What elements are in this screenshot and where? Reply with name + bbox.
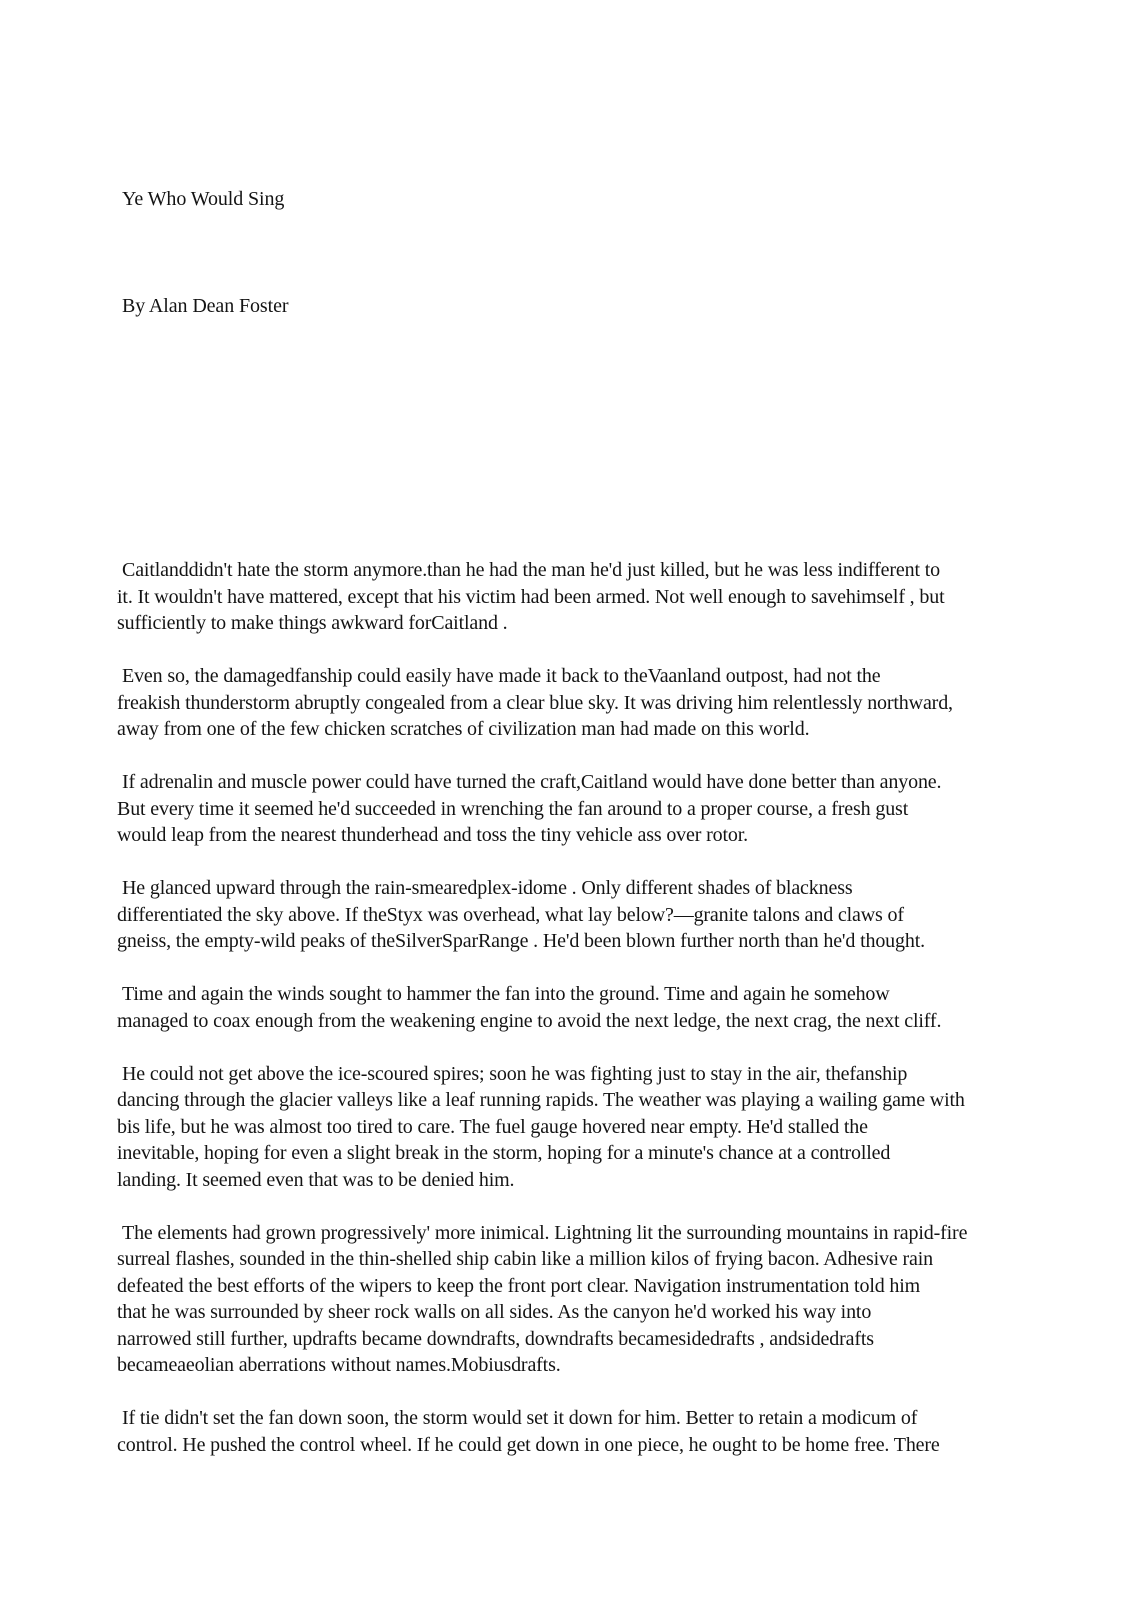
text-line: If adrenalin and muscle power could have turned the craft,Caitland would have done better than anyone. bbox=[122, 771, 942, 793]
paragraph-8 bbox=[117, 1405, 1117, 1458]
text-line: He could not get above the ice-scoured spires; soon he was fighting just to stay in the air, thefanship bbox=[122, 1062, 908, 1085]
paragraph-3 bbox=[117, 769, 1117, 849]
text-line: narrowed still further, updrafts became downdrafts, downdrafts becamesidedrafts , andsidedrafts bbox=[117, 1327, 874, 1350]
text-line: bis life, but he was almost too tired to care. The fuel gauge hovered near empty. He'd stalled the bbox=[117, 1115, 868, 1138]
paragraph-7 bbox=[117, 1220, 1117, 1379]
text-line: But every time it seemed he'd succeeded in wrenching the fan around to a proper course, a fresh gust bbox=[117, 797, 909, 820]
text-line: it. It wouldn't have mattered, except that his victim had been armed. Not well enough to savehimself , but bbox=[117, 585, 945, 608]
text-line: He glanced upward through the rain-smearedplex-idome . Only different shades of blackness bbox=[122, 877, 853, 899]
text-line: The elements had grown progressively' more inimical. Lightning lit the surrounding mountains in rapid-fire bbox=[122, 1221, 968, 1244]
text-line: control. He pushed the control wheel. If he could get down in one piece, he ought to be home free. There bbox=[117, 1433, 940, 1456]
text-line: differentiated the sky above. If theStyx was overhead, what lay below?—granite talons and claws of bbox=[117, 903, 904, 926]
text-line: dancing through the glacier valleys like a leaf running rapids. The weather was playing a wailing game with bbox=[117, 1089, 965, 1111]
text-line: sufficiently to make things awkward forCaitland . bbox=[117, 612, 508, 634]
text-line: becameaeolian aberrations without names.Mobiusdrafts. bbox=[117, 1354, 561, 1376]
text-line: managed to coax enough from the weakening engine to avoid the next ledge, the next crag, the next cliff. bbox=[117, 1009, 942, 1032]
paragraph-6 bbox=[117, 1061, 1117, 1194]
paragraph-1 bbox=[117, 557, 1117, 637]
text-line: Caitlanddidn't hate the storm anymore.than he had the man he'd just killed, but he was less indifferent to bbox=[122, 559, 940, 581]
text-line: away from one of the few chicken scratches of civilization man had made on this world. bbox=[117, 718, 810, 740]
body-text bbox=[117, 557, 1117, 1485]
text-line: defeated the best efforts of the wipers to keep the front port clear. Navigation instrumentation told him bbox=[117, 1274, 921, 1297]
text-line: that he was surrounded by sheer rock walls on all sides. As the canyon he'd worked his way into bbox=[117, 1301, 872, 1323]
text-line: Even so, the damagedfanship could easily have made it back to theVaanland outpost, had not the bbox=[122, 665, 881, 687]
paragraph-5 bbox=[117, 981, 1117, 1034]
text-line: surreal flashes, sounded in the thin-shelled ship cabin like a million kilos of frying bacon. Adhesive rain bbox=[117, 1248, 933, 1270]
text-line: Time and again the winds sought to hammer the fan into the ground. Time and again he somehow bbox=[122, 983, 890, 1005]
document-author: By Alan Dean Foster bbox=[122, 295, 289, 317]
text-line: gneiss, the empty-wild peaks of theSilverSparRange . He'd been blown further north than he'd thought. bbox=[117, 930, 925, 952]
text-line: If tie didn't set the fan down soon, the storm would set it down for him. Better to retain a modicum of bbox=[122, 1407, 918, 1429]
text-line: would leap from the nearest thunderhead and toss the tiny vehicle ass over rotor. bbox=[117, 824, 748, 846]
paragraph-2 bbox=[117, 663, 1117, 743]
text-line: landing. It seemed even that was to be denied him. bbox=[117, 1168, 515, 1191]
paragraph-4 bbox=[117, 875, 1117, 955]
document-title: Ye Who Would Sing bbox=[122, 188, 285, 210]
text-line: inevitable, hoping for even a slight break in the storm, hoping for a minute's chance at a controlled bbox=[117, 1142, 891, 1164]
text-line: freakish thunderstorm abruptly congealed from a clear blue sky. It was driving him relentlessly northward, bbox=[117, 691, 953, 714]
